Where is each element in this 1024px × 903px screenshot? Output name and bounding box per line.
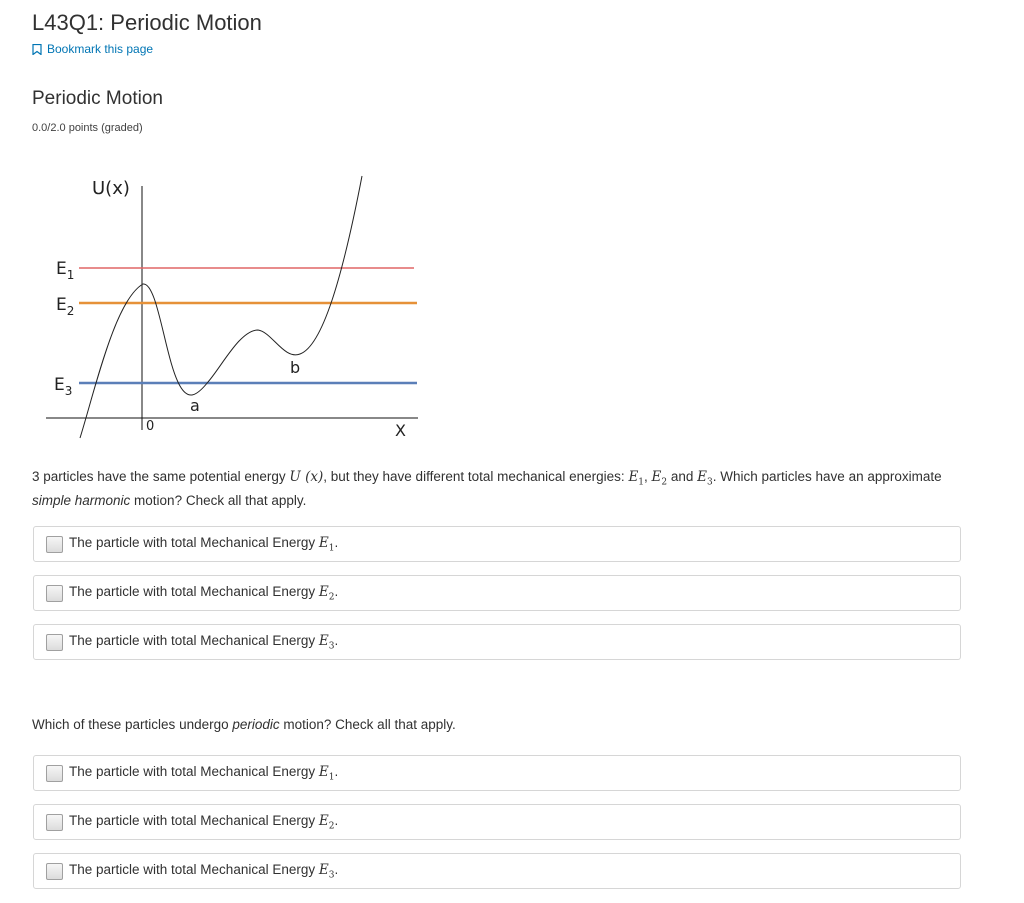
label-e3: $E_3$ <box>54 375 73 398</box>
checkbox[interactable] <box>46 585 63 602</box>
y-axis-label: U(x) <box>92 178 130 199</box>
potential-energy-graph <box>0 160 440 450</box>
q1-choice-e3[interactable]: The particle with total Mechanical Energy $E_3$. <box>33 624 961 660</box>
point-label-b: b <box>290 358 301 377</box>
q2-choice-e2[interactable]: The particle with total Mechanical Energy $E_2$. <box>33 804 961 840</box>
checkbox[interactable] <box>46 863 63 880</box>
checkbox[interactable] <box>46 814 63 831</box>
question-1-text: 3 particles have the same potential energy U (x), but they have different total mechanical energies: $E_1$, $E_2$ and $E_3$. Which particles have an approximate simple harmonic motion? Check all that apply. <box>32 469 942 508</box>
points-status: 0.0/2.0 points (graded) <box>32 122 143 134</box>
q2-choice-e3[interactable]: The particle with total Mechanical Energy $E_3$. <box>33 853 961 889</box>
bookmark-label: Bookmark this page <box>47 42 154 56</box>
x-axis-label: X <box>395 421 406 440</box>
checkbox[interactable] <box>46 634 63 651</box>
origin-label: 0 <box>146 419 155 434</box>
potential-curve <box>80 176 362 438</box>
label-e1: $E_1$ <box>56 259 75 282</box>
label-e2: $E_2$ <box>56 295 75 318</box>
q2-choice-e1[interactable]: The particle with total Mechanical Energy $E_1$. <box>33 755 961 791</box>
checkbox[interactable] <box>46 765 63 782</box>
q1-choice-e2[interactable]: The particle with total Mechanical Energy $E_2$. <box>33 575 961 611</box>
bookmark-button[interactable] <box>32 42 153 56</box>
problem-title: Periodic Motion <box>32 88 163 109</box>
q1-choice-e1[interactable]: The particle with total Mechanical Energy $E_1$. <box>33 526 961 562</box>
bookmark-icon <box>32 44 42 55</box>
point-label-a: a <box>190 396 200 415</box>
question-2-text: Which of these particles undergo periodic motion? Check all that apply. <box>32 717 456 732</box>
checkbox[interactable] <box>46 536 63 553</box>
page-title: L43Q1: Periodic Motion <box>32 10 262 35</box>
